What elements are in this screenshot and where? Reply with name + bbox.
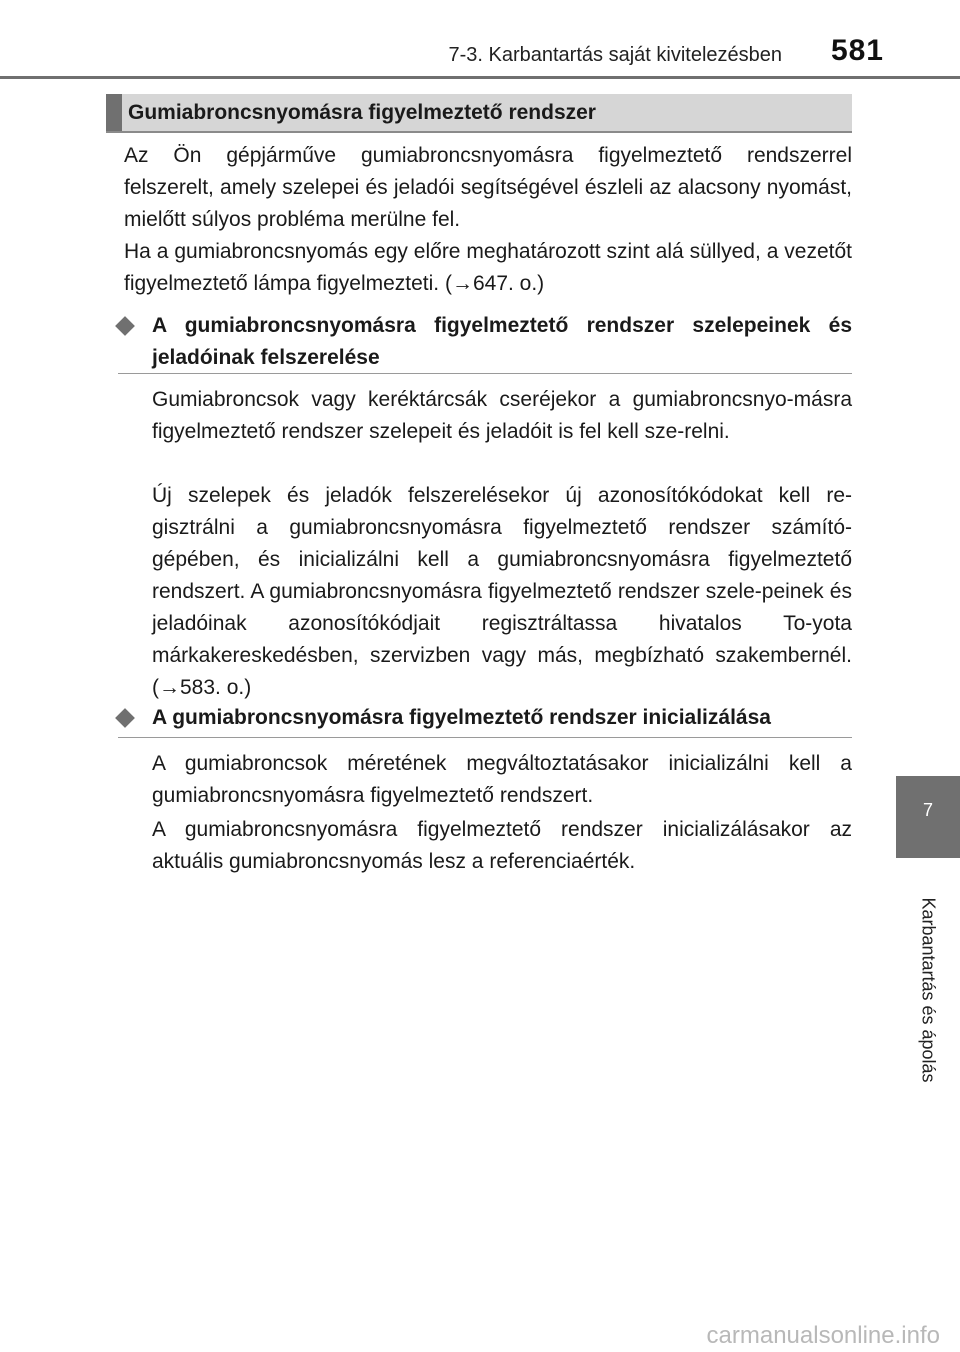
section-title-accent	[106, 94, 122, 131]
intro-paragraph-1: Az Ön gépjárműve gumiabroncsnyomásra figyelmeztető rendszerrel felszerelt, amely szelepei és jeladói segítségével észleli az alacsony nyomást, mielőtt súlyos probléma merülne fel.	[124, 144, 852, 231]
section-title-bar	[106, 94, 852, 133]
initialization-paragraph-2: A gumiabroncsnyomásra figyelmeztető rendszer inicializálásakor az aktuális gumiabroncsnyomás lesz a referenciaérték.	[152, 818, 852, 873]
header-divider	[0, 76, 960, 79]
subsection-heading-initialization	[118, 702, 852, 734]
subsection-divider	[118, 373, 852, 374]
page-number: 581	[830, 34, 884, 67]
subsection-heading-text: A gumiabroncsnyomásra figyelmeztető rendszer inicializálása	[152, 706, 771, 729]
page-header	[0, 0, 960, 78]
installation-paragraph-1: Gumiabroncsok vagy keréktárcsák cseréjekor a gumiabroncsnyo-másra figyelmeztető rendszer szelepeit és jeladóit is fel kell sze-relni.	[152, 388, 852, 443]
subsection-heading-text: A gumiabroncsnyomásra figyelmeztető rendszer szelepeinek és jeladóinak felszerelése	[152, 314, 852, 369]
subsection-heading-installation	[118, 310, 852, 374]
diamond-bullet-icon	[115, 316, 135, 336]
chapter-section-title: 7-3. Karbantartás saját kivitelezésben	[448, 44, 782, 66]
section-title: Gumiabroncsnyomásra figyelmeztető rendszer	[128, 101, 596, 124]
chapter-side-label: Karbantartás és ápolás	[918, 897, 939, 1083]
chapter-number: 7	[922, 800, 933, 820]
initialization-paragraph-1: A gumiabroncsok méretének megváltoztatásakor inicializálni kell a gumiabroncsnyomásra figyelmeztető rendszert.	[152, 752, 852, 807]
installation-paragraph-2: Új szelepek és jeladók felszerelésekor új azonosítókódokat kell re-gisztrálni a gumiabroncsnyomásra figyelmeztető rendszer számító-gépében, és inicializálni kell a gumiabroncsnyomásra figyelmeztető rendszert. A gumiabroncsnyomásra figyelmeztető rendszer szele-peinek és jeladóinak azonosítókódjait regisztráltassa hivatalos To-yota márkakereskedésben, szervizben vagy más, megbízható szakembernél. (→583. o.)	[152, 484, 852, 699]
chapter-tab	[896, 776, 960, 858]
intro-paragraph-2: Ha a gumiabroncsnyomás egy előre meghatározott szint alá süllyed, a vezetőt figyelmeztető lámpa figyelmezteti. (→647. o.)	[124, 240, 852, 295]
subsection-divider	[118, 737, 852, 738]
diamond-bullet-icon	[115, 708, 135, 728]
watermark: carmanualsonline.info	[706, 1322, 940, 1349]
